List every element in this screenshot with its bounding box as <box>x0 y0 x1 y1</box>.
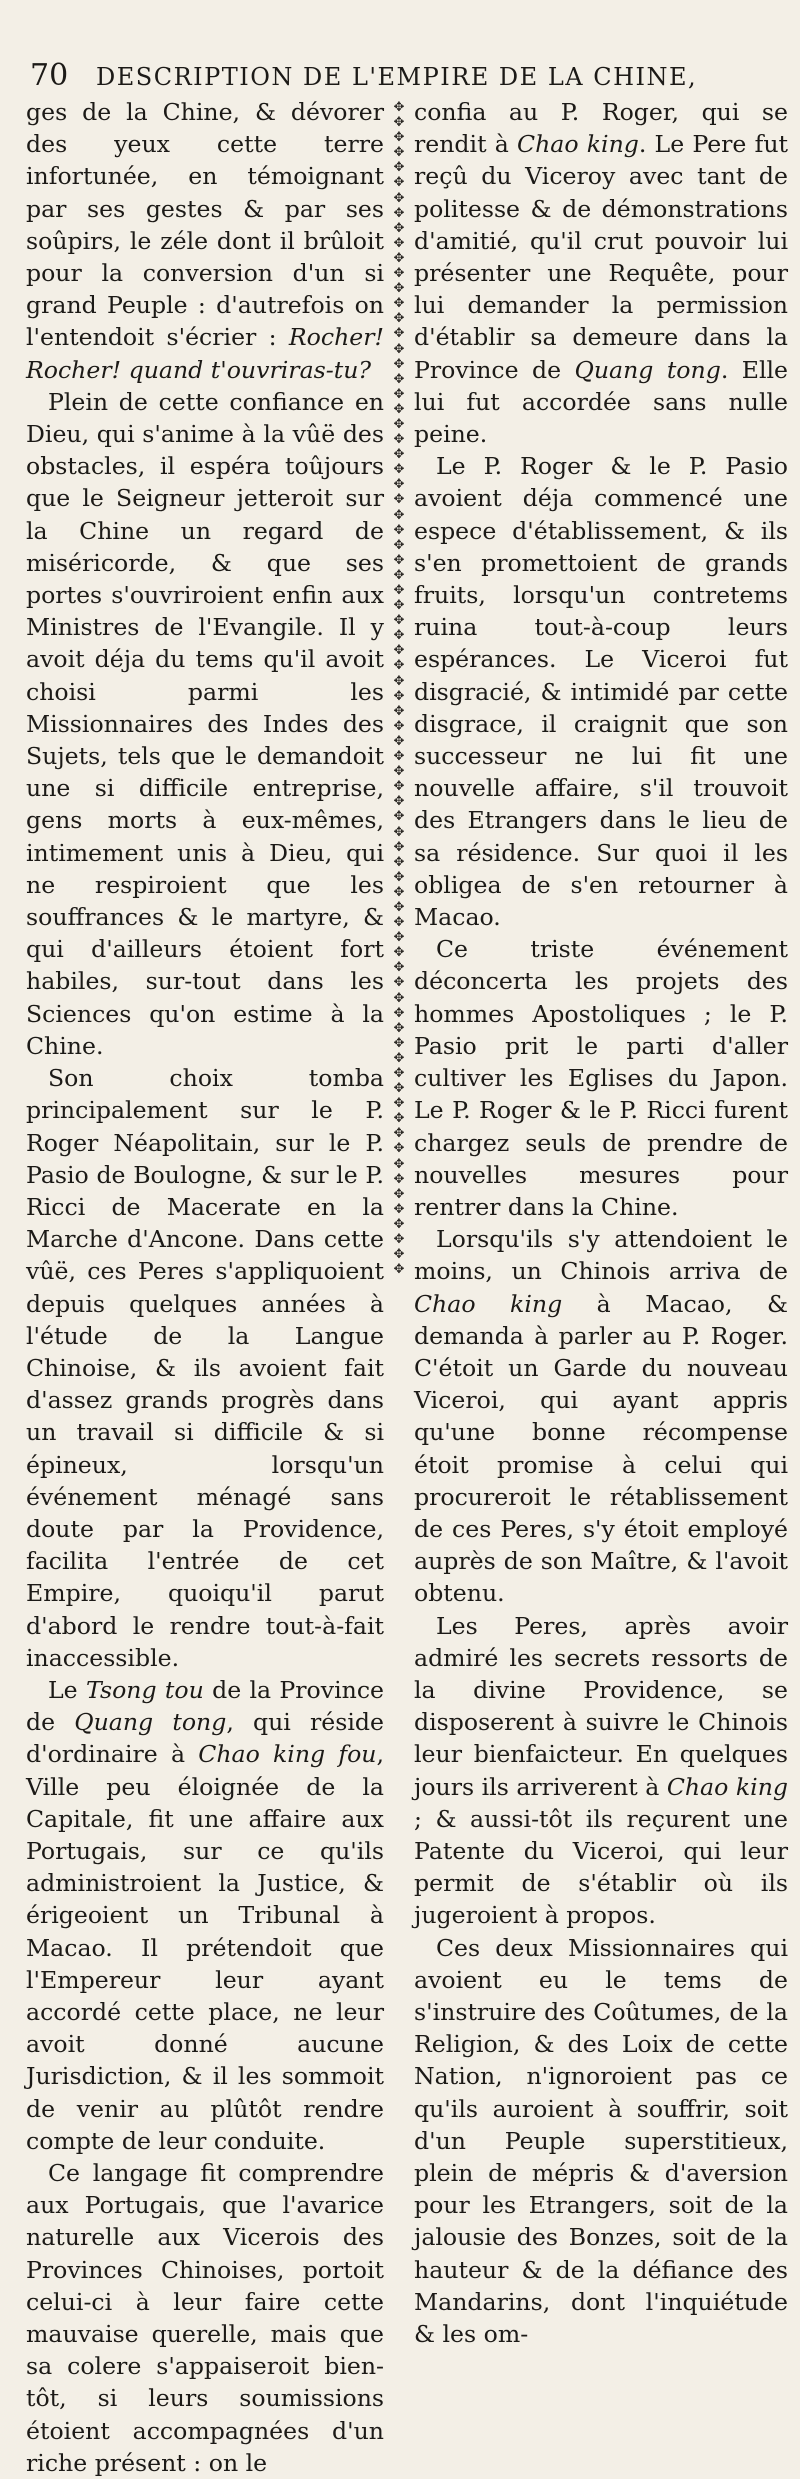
divider-ornament: ✥ <box>393 628 405 644</box>
divider-ornament: ✥ <box>393 281 405 297</box>
divider-ornament: ✥ <box>393 386 405 402</box>
divider-ornament: ✥ <box>393 145 405 161</box>
divider-ornament: ✥ <box>393 869 405 885</box>
divider-ornament: ✥ <box>393 1201 405 1217</box>
left-paragraph-4: Le Tsong tou de la Province de Quang tong, qui réside d'ordinaire à Chao king fou, Ville peu éloignée de la Capitale, fit une affaire aux Portugais, sur ce qu'ils administroient la Justice, & érigeoient un Tribunal à Macao. Il prétendoit que l'Empereur leur ayant accordé cette place, ne leur avoit donné aucune Jurisdiction, & il les sommoit de venir au plûtôt rendre compte de leur conduite. <box>26 1675 385 2155</box>
divider-ornament: ✥ <box>393 220 405 236</box>
divider-ornament: ✥ <box>393 1066 405 1081</box>
divider-ornament: ✥ <box>393 522 405 538</box>
divider-ornament: ✥ <box>393 477 405 493</box>
divider-ornament: ✥ <box>393 809 405 825</box>
divider-ornament: ✥ <box>393 326 405 342</box>
left-paragraph-2: Plein de cette confiance en Dieu, qui s'anime à la vûë des obstacles, il espéra toûjours que le Seigneur jetteroit sur la Chine un regard de miséricorde, & que ses portes s'ouvriroient enfin aux Ministres de l'Evangile. Il y avoit déja du tems qu'il avoit choisi parmi les Missionnaires des Indes des Sujets, tels que le demandoit une si difficile entreprise, gens morts à eux-mêmes, intimement unis à Dieu, qui ne respiroient que les souffrances & le martyre, & qui d'ailleurs étoient fort habiles, sur-tout dans les Sciences qu'on estime à la Chine. <box>26 387 384 1060</box>
divider-ornament: ✥ <box>393 130 405 146</box>
divider-ornament: ✥ <box>393 1111 405 1127</box>
divider-ornament: ✥ <box>393 1050 405 1066</box>
divider-ornament: ✥ <box>393 1096 405 1112</box>
left-paragraph-3: Son choix tomba principalement sur le P. Roger Néapolitain, sur le P. Pasio de Boulogne, & sur le P. Ricci de Macerate en la Marche d'Ancone. Dans cette vûë, ces Peres s'appliquoient depuis quelques années à l'étude de la Langue Chinoise, & ils avoient fait d'assez grands progrès dans un travail si difficile & si épineux, lorsqu'un événement ménagé sans doute par la Providence, facilita l'entrée de cet Empire, quoiqu'il parut d'abord le rendre tout-à-fait inaccessible. <box>26 1064 384 1672</box>
divider-ornament: ✥ <box>393 764 405 780</box>
divider-ornament: ✥ <box>393 371 405 387</box>
right-paragraph-3: Ce triste événement déconcerta les projets des hommes Apostoliques ; le P. Pasio prit le parti d'aller cultiver les Eglises du Japon. Le P. Roger & le P. Ricci furent chargez seuls de prendre de nouvelles mesures pour rentrer dans la Chine. <box>414 935 788 1221</box>
divider-ornament: ✥ <box>393 175 405 191</box>
divider-ornament: ✥ <box>393 552 405 568</box>
divider-ornament: ✥ <box>393 1186 405 1202</box>
divider-ornament: ✥ <box>393 915 405 931</box>
divider-ornament: ✥ <box>393 854 405 870</box>
divider-ornament: ✥ <box>393 1005 405 1021</box>
divider-ornament: ✥ <box>393 779 405 795</box>
divider-ornament: ✥ <box>393 975 405 991</box>
divider-ornament: ✥ <box>393 567 405 583</box>
divider-ornament: ✥ <box>393 673 405 689</box>
divider-ornament: ✥ <box>393 416 405 432</box>
divider-ornament: ✥ <box>393 930 405 946</box>
right-paragraph-6: Ces deux Missionnaires qui avoient eu le tems de s'instruire des Coûtumes, de la Religion, & des Loix de cette Nation, n'ignoroient pas ce qu'ils auroient à souffrir, soit d'un Peuple superstitieux, plein de mépris & d'aversion pour les Etrangers, soit de la jalousie des Bonzes, soit de la hauteur & de la défiance des Mandarins, dont l'inquiétude & les om- <box>414 1933 788 2349</box>
divider-ornament: ✥ <box>393 311 405 327</box>
page-number: 70 <box>30 58 69 93</box>
left-column <box>26 96 385 2477</box>
divider-ornament: ✥ <box>393 733 405 749</box>
divider-ornament: ✥ <box>393 205 405 221</box>
divider-ornament: ✥ <box>393 749 405 765</box>
divider-ornament: ✥ <box>393 1262 405 1278</box>
divider-ornament: ✥ <box>393 884 405 900</box>
divider-ornament: ✥ <box>393 1081 405 1097</box>
divider-ornament: ✥ <box>393 115 405 131</box>
ornamental-column-divider <box>390 100 408 1278</box>
divider-ornament: ✥ <box>393 990 405 1006</box>
divider-ornament: ✥ <box>393 1247 405 1263</box>
divider-ornament: ✥ <box>393 296 405 312</box>
divider-ornament: ✥ <box>393 190 405 206</box>
right-paragraph-2: Le P. Roger & le P. Pasio avoient déja commencé une espece d'établissement, & ils s'en promettoient de grands fruits, lorsqu'un contretems ruina tout-à-coup leurs espérances. Le Viceroi fut disgracié, & intimidé par cette disgrace, il craignit que son successeur ne lui fit une nouvelle affaire, s'il trouvoit des Etrangers dans le lieu de sa résidence. Sur quoi il les obligea de s'en retourner à Macao. <box>414 452 788 932</box>
divider-ornament: ✥ <box>393 824 405 840</box>
divider-ornament: ✥ <box>393 613 405 629</box>
divider-ornament: ✥ <box>393 160 405 176</box>
divider-ornament: ✥ <box>393 960 405 976</box>
divider-ornament: ✥ <box>393 1141 405 1157</box>
divider-ornament: ✥ <box>393 266 405 282</box>
divider-ornament: ✥ <box>393 583 405 598</box>
divider-ornament: ✥ <box>393 235 405 251</box>
divider-ornament: ✥ <box>393 1156 405 1172</box>
divider-ornament: ✥ <box>393 1035 405 1051</box>
divider-ornament: ✥ <box>393 492 405 508</box>
divider-ornament: ✥ <box>393 658 405 674</box>
divider-ornament: ✥ <box>393 643 405 659</box>
left-paragraph-1: ges de la Chine, & dévorer des yeux cette terre infortunée, en témoignant par ses gestes & par ses soûpirs, le zéle dont il brûloit pour la conversion d'un si grand Peuple : d'autrefois on l'entendoit s'écrier : Rocher! Rocher! quand t'ouvriras-tu? <box>26 98 384 384</box>
divider-ornament: ✥ <box>393 1171 405 1187</box>
divider-ornament: ✥ <box>393 718 405 734</box>
divider-ornament: ✥ <box>393 688 405 704</box>
divider-ornament: ✥ <box>393 537 405 553</box>
divider-ornament: ✥ <box>393 839 405 855</box>
divider-ornament: ✥ <box>393 899 405 915</box>
divider-ornament: ✥ <box>393 401 405 417</box>
divider-ornament: ✥ <box>393 1020 405 1036</box>
divider-ornament: ✥ <box>393 794 405 810</box>
running-title: DESCRIPTION DE L'EMPIRE DE LA CHINE, <box>96 63 698 91</box>
left-paragraph-5: Ce langage fit comprendre aux Portugais, que l'avarice naturelle aux Vicerois des Provinces Chinoises, portoit celui-ci à leur faire cette mauvaise querelle, mais que sa colere s'appaiseroit bien-tôt, si leurs soumissions étoient accompagnées d'un riche présent : on le <box>26 2159 384 2477</box>
divider-ornament: ✥ <box>393 100 405 115</box>
divider-ornament: ✥ <box>393 1126 405 1142</box>
divider-ornament: ✥ <box>393 432 405 448</box>
divider-ornament: ✥ <box>393 1216 405 1232</box>
right-paragraph-4: Lorsqu'ils s'y attendoient le moins, un Chinois arriva de Chao king à Macao, & demanda à parler au P. Roger. C'étoit un Garde du nouveau Viceroi, qui ayant appris qu'une bonne récompense étoit promise à celui qui procureroit le rétablissement de ces Peres, s'y étoit employé auprès de son Maître, & l'avoit obtenu. <box>414 1225 788 1608</box>
divider-ornament: ✥ <box>393 703 405 719</box>
divider-ornament: ✥ <box>393 507 405 523</box>
divider-ornament: ✥ <box>393 462 405 478</box>
right-paragraph-1: confia au P. Roger, qui se rendit à Chao king. Le Pere fut reçû du Viceroy avec tant de politesse & de démonstrations d'amitié, qu'il crut pouvoir lui présenter une Requête, pour lui demander la permission d'établir sa demeure dans la Province de Quang tong. Elle lui fut accordée sans nulle peine. <box>414 98 789 449</box>
divider-ornament: ✥ <box>393 250 405 266</box>
divider-ornament: ✥ <box>393 447 405 463</box>
right-column <box>414 96 789 2349</box>
divider-ornament: ✥ <box>393 598 405 614</box>
divider-ornament: ✥ <box>393 341 405 357</box>
right-paragraph-5: Les Peres, après avoir admiré les secrets ressorts de la divine Providence, se disposerent à suivre le Chinois leur bienfaicteur. En quelques jours ils arriverent à Chao king ; & aussi-tôt ils reçurent une Patente du Viceroi, qui leur permit de s'établir où ils jugeroient à propos. <box>414 1611 788 1930</box>
divider-ornament: ✥ <box>393 356 405 372</box>
divider-ornament: ✥ <box>393 1232 405 1248</box>
divider-ornament: ✥ <box>393 945 405 961</box>
